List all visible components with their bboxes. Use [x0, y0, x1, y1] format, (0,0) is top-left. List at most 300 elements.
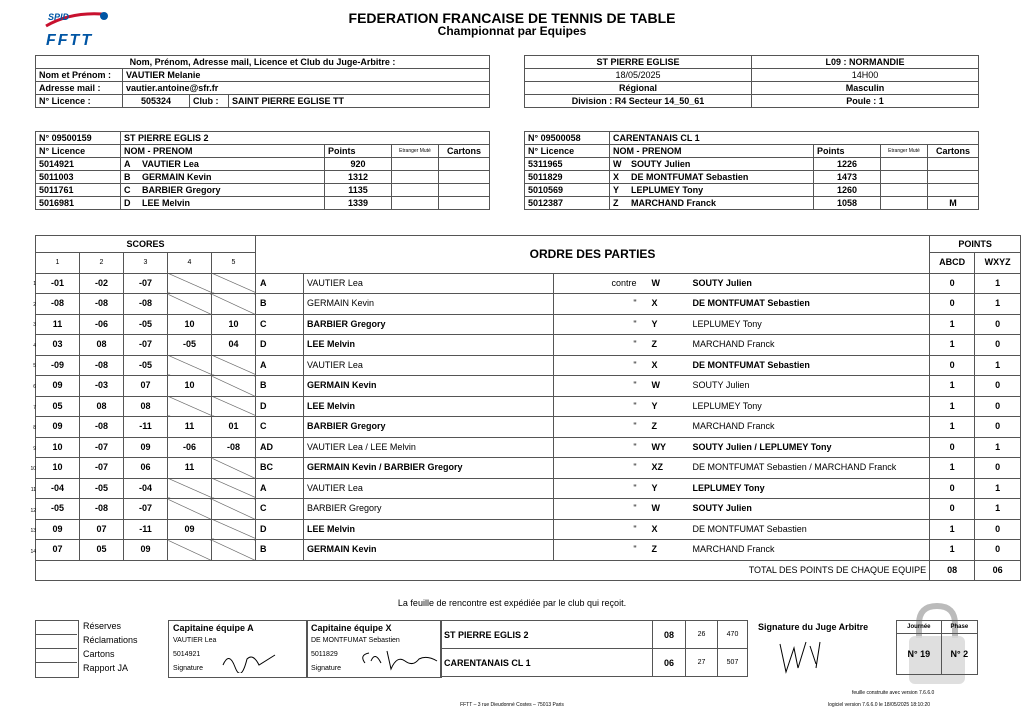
- point-a: 1: [930, 458, 975, 479]
- player-foreign: [392, 171, 439, 184]
- captain-a-licence: 5014921: [173, 651, 201, 658]
- player-x: SOUTY Julien: [690, 376, 930, 397]
- player-a: LEE Melvin: [304, 396, 554, 417]
- game-row: [36, 519, 1021, 540]
- team-x-h-points: Points: [814, 145, 881, 158]
- game-row: [36, 294, 1021, 315]
- player-points: 1312: [325, 171, 392, 184]
- player-licence: 5011829: [525, 171, 610, 184]
- set-score: 06: [124, 458, 168, 479]
- captain-x-signature: [357, 647, 439, 673]
- versus: ": [554, 499, 640, 520]
- game-number: 7: [33, 404, 36, 411]
- player-code-x: Y: [640, 478, 690, 499]
- captain-a-name: VAUTIER Lea: [173, 637, 217, 644]
- player-a: GERMAIN Kevin: [304, 294, 554, 315]
- player-a: GERMAIN Kevin / BARBIER Gregory: [304, 458, 554, 479]
- set-score: -05: [80, 478, 124, 499]
- set-score: 03: [36, 335, 80, 356]
- player-x: MARCHAND Franck: [690, 417, 930, 438]
- player-a: VAUTIER Lea: [304, 273, 554, 294]
- set-label: 4: [168, 253, 212, 274]
- player-licence: 5011003: [36, 171, 121, 184]
- set-score: 09: [36, 417, 80, 438]
- point-a: 0: [930, 273, 975, 294]
- point-x: 0: [975, 417, 1021, 438]
- player-letter: A: [121, 158, 140, 171]
- game-row: [36, 417, 1021, 438]
- team-a-row: [36, 184, 490, 197]
- page-subtitle: Championnat par Equipes: [437, 24, 587, 38]
- player-code-x: WY: [640, 437, 690, 458]
- report-label: Rapport JA: [83, 663, 129, 673]
- player-code-a: C: [256, 417, 304, 438]
- point-a: 0: [930, 499, 975, 520]
- player-code-a: D: [256, 335, 304, 356]
- round-day-header: Journée: [897, 621, 942, 634]
- point-x: 1: [975, 273, 1021, 294]
- set-score: 09: [124, 540, 168, 561]
- team-a-row: [36, 158, 490, 171]
- player-code-x: X: [640, 355, 690, 376]
- player-code-x: W: [640, 499, 690, 520]
- set-score: 11: [168, 417, 212, 438]
- set-label: 5: [212, 253, 256, 274]
- set-score: -05: [168, 335, 212, 356]
- player-name: SOUTY Julien: [628, 158, 814, 171]
- scores-header: SCORES: [36, 236, 256, 253]
- player-foreign: [881, 171, 928, 184]
- set-score: 09: [124, 437, 168, 458]
- player-letter: B: [121, 171, 140, 184]
- game-row: [36, 437, 1021, 458]
- points-header: POINTS: [930, 236, 1021, 253]
- player-licence: 5010569: [525, 184, 610, 197]
- player-code-a: D: [256, 396, 304, 417]
- player-foreign: [392, 197, 439, 210]
- versus: ": [554, 355, 640, 376]
- player-card: M: [928, 197, 979, 210]
- round-table: [896, 620, 978, 675]
- player-card: [928, 171, 979, 184]
- division: Division : R4 Secteur 14_50_61: [525, 95, 752, 108]
- game-number: 6: [33, 384, 36, 390]
- point-x: 0: [975, 335, 1021, 356]
- match-level: Régional: [525, 82, 752, 95]
- player-code-a: D: [256, 519, 304, 540]
- set-score: -06: [168, 437, 212, 458]
- referee-table: [35, 55, 490, 108]
- set-score: -01: [36, 273, 80, 294]
- player-name: DE MONTFUMAT Sebastien: [628, 171, 814, 184]
- team-x-table: [524, 131, 979, 210]
- set-score: [168, 294, 212, 315]
- game-number: 1: [33, 281, 36, 287]
- point-a: 0: [930, 355, 975, 376]
- game-number: 4: [33, 342, 36, 349]
- set-score: [212, 478, 256, 499]
- player-points: 1058: [814, 197, 881, 210]
- captain-x-licence: 5011829: [311, 651, 338, 658]
- player-letter: D: [121, 197, 140, 210]
- player-name: LEPLUMEY Tony: [628, 184, 814, 197]
- set-score: -07: [124, 273, 168, 294]
- set-score: 05: [36, 396, 80, 417]
- player-code-a: B: [256, 294, 304, 315]
- set-score: 10: [168, 314, 212, 335]
- player-code-x: X: [640, 519, 690, 540]
- game-row: [36, 540, 1021, 561]
- game-number: 12: [30, 507, 36, 514]
- set-score: 07: [80, 519, 124, 540]
- set-score: 08: [80, 396, 124, 417]
- player-a: GERMAIN Kevin: [304, 540, 554, 561]
- player-licence: 5014921: [36, 158, 121, 171]
- versus: ": [554, 335, 640, 356]
- match-date: 18/05/2025: [525, 69, 752, 82]
- summary-team-x: CARENTANAIS CL 1: [441, 649, 653, 677]
- match-time: 14H00: [752, 69, 979, 82]
- player-a: BARBIER Gregory: [304, 314, 554, 335]
- versus: ": [554, 437, 640, 458]
- versus: contre: [554, 273, 640, 294]
- player-points: 1339: [325, 197, 392, 210]
- set-score: 09: [168, 519, 212, 540]
- player-code-x: Z: [640, 417, 690, 438]
- summary-team-a: ST PIERRE EGLIS 2: [441, 621, 653, 649]
- set-score: 11: [168, 458, 212, 479]
- player-points: 1260: [814, 184, 881, 197]
- versus: ": [554, 478, 640, 499]
- set-score: 09: [36, 376, 80, 397]
- referee-mail-label: Adresse mail :: [36, 82, 123, 95]
- game-number: 11: [30, 487, 36, 493]
- player-code-x: W: [640, 376, 690, 397]
- player-licence: 5311965: [525, 158, 610, 171]
- point-a: 1: [930, 519, 975, 540]
- point-x: 1: [975, 499, 1021, 520]
- captain-a-title: Capitaine équipe A: [173, 623, 254, 633]
- set-score: -08: [80, 294, 124, 315]
- team-a-row: [36, 197, 490, 210]
- team-x-h-name: NOM - PRENOM: [610, 145, 814, 158]
- game-number: 14: [30, 548, 36, 555]
- set-score: -08: [80, 417, 124, 438]
- team-x-row: [525, 197, 979, 210]
- player-x: MARCHAND Franck: [690, 540, 930, 561]
- team-a-name: ST PIERRE EGLIS 2: [121, 132, 490, 145]
- versus: ": [554, 314, 640, 335]
- referee-mail: vautier.antoine@sfr.fr: [123, 82, 490, 95]
- player-code-a: A: [256, 273, 304, 294]
- point-a: 1: [930, 540, 975, 561]
- team-a-h-foreign: Etranger Muté: [392, 145, 439, 158]
- team-a-h-name: NOM - PRENOM: [121, 145, 325, 158]
- game-number: 3: [33, 322, 36, 329]
- player-card: [928, 158, 979, 171]
- set-score: 10: [36, 437, 80, 458]
- set-score: -05: [124, 355, 168, 376]
- set-score: -07: [124, 335, 168, 356]
- player-a: LEE Melvin: [304, 335, 554, 356]
- set-score: [212, 396, 256, 417]
- round-day: N° 19: [897, 634, 942, 675]
- logo-top-text: SPID: [48, 12, 70, 22]
- point-a: 1: [930, 314, 975, 335]
- player-x: LEPLUMEY Tony: [690, 396, 930, 417]
- pool: Poule : 1: [752, 95, 979, 108]
- team-x-name: CARENTANAIS CL 1: [610, 132, 979, 145]
- team-x-row: [525, 171, 979, 184]
- game-rows: [36, 273, 1021, 560]
- set-score: -07: [124, 499, 168, 520]
- point-x: 1: [975, 355, 1021, 376]
- set-score: [168, 499, 212, 520]
- round-phase: N° 2: [941, 634, 977, 675]
- player-foreign: [881, 184, 928, 197]
- player-code-a: B: [256, 540, 304, 561]
- set-score: [212, 273, 256, 294]
- player-foreign: [392, 184, 439, 197]
- address: FFTT – 3 rue Dieudonné Costes – 75013 Paris: [460, 702, 564, 708]
- player-x: SOUTY Julien: [690, 273, 930, 294]
- versus: ": [554, 417, 640, 438]
- player-code-a: A: [256, 355, 304, 376]
- player-x: MARCHAND Franck: [690, 335, 930, 356]
- player-code-a: BC: [256, 458, 304, 479]
- game-row: [36, 335, 1021, 356]
- player-points: 1473: [814, 171, 881, 184]
- player-name: MARCHAND Franck: [628, 197, 814, 210]
- player-a: BARBIER Gregory: [304, 499, 554, 520]
- set-score: [168, 540, 212, 561]
- set-score: -08: [36, 294, 80, 315]
- player-code-a: C: [256, 499, 304, 520]
- team-x-row: [525, 158, 979, 171]
- set-score: [212, 519, 256, 540]
- set-score: [212, 376, 256, 397]
- player-code-x: Z: [640, 540, 690, 561]
- set-score: -08: [124, 294, 168, 315]
- set-score: -06: [80, 314, 124, 335]
- claims-label: Réclamations: [83, 635, 138, 645]
- referee-club: SAINT PIERRE EGLISE TT: [229, 95, 490, 108]
- summary-a-v1: 26: [686, 621, 718, 649]
- set-score: [212, 294, 256, 315]
- captain-a-signature: [219, 647, 279, 673]
- player-a: VAUTIER Lea: [304, 355, 554, 376]
- set-label: 2: [80, 253, 124, 274]
- referee-name-label: Nom et Prénom :: [36, 69, 123, 82]
- set-score: [168, 355, 212, 376]
- player-name: VAUTIER Lea: [139, 158, 325, 171]
- player-code-x: X: [640, 294, 690, 315]
- round-phase-header: Phase: [941, 621, 977, 634]
- player-licence: 5016981: [36, 197, 121, 210]
- player-licence: 5012387: [525, 197, 610, 210]
- point-a: 1: [930, 417, 975, 438]
- logo-bottom-text: FFTT: [46, 32, 94, 49]
- set-score: -08: [80, 355, 124, 376]
- player-x: SOUTY Julien: [690, 499, 930, 520]
- point-a: 1: [930, 396, 975, 417]
- game-number: 10: [30, 466, 36, 473]
- team-a-number: N° 09500159: [36, 132, 121, 145]
- team-x-h-licence: N° Licence: [525, 145, 610, 158]
- player-name: BARBIER Gregory: [139, 184, 325, 197]
- set-score: [212, 540, 256, 561]
- player-code-x: Y: [640, 314, 690, 335]
- player-foreign: [881, 197, 928, 210]
- player-card: [439, 184, 490, 197]
- referee-licence: 505324: [123, 95, 190, 108]
- player-x: SOUTY Julien / LEPLUMEY Tony: [690, 437, 930, 458]
- player-points: 1226: [814, 158, 881, 171]
- set-score: -05: [36, 499, 80, 520]
- team-x-h-foreign: Etranger Muté: [881, 145, 928, 158]
- set-score: -09: [36, 355, 80, 376]
- game-row: [36, 478, 1021, 499]
- dispatch-note: La feuille de rencontre est expédiée par le club qui reçoit.: [397, 598, 627, 608]
- summary-x-v1: 27: [686, 649, 718, 677]
- captain-x-signature-label: Signature: [311, 665, 341, 672]
- point-x: 0: [975, 396, 1021, 417]
- player-code-x: Y: [640, 396, 690, 417]
- player-card: [439, 171, 490, 184]
- game-number: 2: [33, 301, 36, 308]
- player-points: 1135: [325, 184, 392, 197]
- set-score: -07: [80, 458, 124, 479]
- game-row: [36, 396, 1021, 417]
- set-score: 10: [168, 376, 212, 397]
- set-label: 3: [124, 253, 168, 274]
- player-x: LEPLUMEY Tony: [690, 314, 930, 335]
- set-score: -07: [80, 437, 124, 458]
- game-row: [36, 355, 1021, 376]
- game-row: [36, 499, 1021, 520]
- team-a-h-cards: Cartons: [439, 145, 490, 158]
- set-score: 10: [212, 314, 256, 335]
- player-letter: Y: [610, 184, 629, 197]
- player-x: DE MONTFUMAT Sebastien: [690, 355, 930, 376]
- game-number: 5: [33, 363, 36, 370]
- wxyz-header: WXYZ: [975, 253, 1021, 274]
- set-score: -11: [124, 417, 168, 438]
- game-row: [36, 458, 1021, 479]
- set-score: 05: [80, 540, 124, 561]
- game-number: 13: [30, 528, 36, 535]
- point-a: 1: [930, 376, 975, 397]
- versus: ": [554, 294, 640, 315]
- games-table: [35, 235, 1021, 581]
- point-x: 1: [975, 478, 1021, 499]
- player-code-a: B: [256, 376, 304, 397]
- set-score: 08: [80, 335, 124, 356]
- game-row: [36, 273, 1021, 294]
- point-x: 0: [975, 376, 1021, 397]
- player-x: DE MONTFUMAT Sebastien: [690, 519, 930, 540]
- team-a-row: [36, 171, 490, 184]
- captain-x-box: [306, 620, 442, 678]
- referee-licence-label: N° Licence :: [36, 95, 123, 108]
- set-score: -05: [124, 314, 168, 335]
- team-a-h-licence: N° Licence: [36, 145, 121, 158]
- point-x: 0: [975, 458, 1021, 479]
- player-letter: X: [610, 171, 629, 184]
- versus: ": [554, 458, 640, 479]
- player-letter: C: [121, 184, 140, 197]
- set-score: -11: [124, 519, 168, 540]
- player-card: [439, 197, 490, 210]
- set-score: -04: [36, 478, 80, 499]
- total-label: TOTAL DES POINTS DE CHAQUE EQUIPE: [36, 560, 930, 581]
- versus: ": [554, 540, 640, 561]
- set-score: -08: [212, 437, 256, 458]
- player-licence: 5011761: [36, 184, 121, 197]
- summary-table: [440, 620, 748, 677]
- captain-a-signature-label: Signature: [173, 665, 203, 672]
- referee-name: VAUTIER Melanie: [123, 69, 490, 82]
- versus: ": [554, 376, 640, 397]
- player-x: DE MONTFUMAT Sebastien / MARCHAND Franck: [690, 458, 930, 479]
- player-a: LEE Melvin: [304, 519, 554, 540]
- cards-label: Cartons: [83, 649, 115, 659]
- set-score: -03: [80, 376, 124, 397]
- order-header: ORDRE DES PARTIES: [256, 236, 930, 274]
- total-a: 08: [930, 560, 975, 581]
- team-a-h-points: Points: [325, 145, 392, 158]
- match-info-table: [524, 55, 979, 108]
- set-score: [168, 396, 212, 417]
- set-score: 01: [212, 417, 256, 438]
- game-number: 8: [33, 425, 36, 432]
- player-x: LEPLUMEY Tony: [690, 478, 930, 499]
- player-code-x: Z: [640, 335, 690, 356]
- player-name: LEE Melvin: [139, 197, 325, 210]
- captain-x-name: DE MONTFUMAT Sebastien: [311, 637, 400, 644]
- point-x: 1: [975, 437, 1021, 458]
- set-score: [212, 355, 256, 376]
- league: L09 : NORMANDIE: [752, 56, 979, 69]
- summary-x-v2: 507: [718, 649, 748, 677]
- set-score: 08: [124, 396, 168, 417]
- set-score: [212, 458, 256, 479]
- game-row: [36, 376, 1021, 397]
- player-foreign: [392, 158, 439, 171]
- player-a: VAUTIER Lea: [304, 478, 554, 499]
- referee-heading: Nom, Prénom, Adresse mail, Licence et Club du Juge-Arbitre :: [36, 56, 490, 69]
- player-a: BARBIER Gregory: [304, 417, 554, 438]
- summary-a-v2: 470: [718, 621, 748, 649]
- ja-signature: [776, 638, 832, 678]
- venue: ST PIERRE EGLISE: [525, 56, 752, 69]
- game-number: 9: [33, 445, 36, 452]
- team-a-table: [35, 131, 490, 210]
- set-score: 10: [36, 458, 80, 479]
- player-card: [439, 158, 490, 171]
- summary-score-a: 08: [653, 621, 686, 649]
- team-x-number: N° 09500058: [525, 132, 610, 145]
- game-row: [36, 314, 1021, 335]
- total-x: 06: [975, 560, 1021, 581]
- set-score: [212, 499, 256, 520]
- player-code-a: C: [256, 314, 304, 335]
- player-card: [928, 184, 979, 197]
- versus: ": [554, 396, 640, 417]
- point-x: 1: [975, 294, 1021, 315]
- set-score: 04: [212, 335, 256, 356]
- set-score: -02: [80, 273, 124, 294]
